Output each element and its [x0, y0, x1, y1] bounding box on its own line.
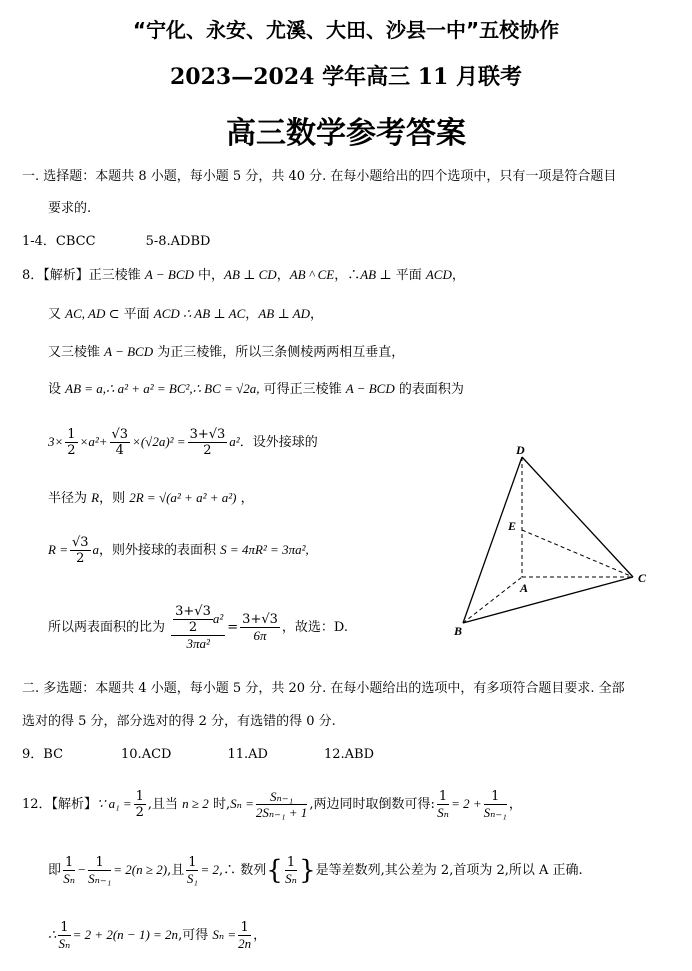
math: R: [91, 490, 100, 505]
fraction: $\frac{3+√3}{6\pi}$: [242, 612, 278, 643]
q12-line-2: [48, 850, 583, 891]
text: 平面: [119, 307, 154, 322]
answer-9: 9．BC: [22, 747, 64, 762]
math: AB ⊥ AD: [258, 306, 311, 321]
text: ，: [276, 268, 290, 283]
fraction: $\frac{1}{\text{Sₙ₋₁}}$: [88, 855, 112, 886]
math: ×(√2a)² =: [132, 434, 186, 449]
text: 即: [48, 863, 62, 878]
fraction: $\frac{√3}{4}$: [111, 427, 129, 458]
text: =: [227, 620, 239, 635]
text: ,且当: [147, 797, 183, 812]
section1-intro-2: 要求的.: [48, 201, 92, 216]
school-line: “宁化、永安、尤溪、大田、沙县一中”五校协作: [132, 18, 560, 42]
math: ∴: [48, 927, 57, 942]
fraction: $\frac{3+√3}{2}$ a² 3πa²: [171, 604, 225, 651]
fraction: $\frac{\text{Sₙ₋₁}}{\text{2Sₙ₋₁ + 1}}$: [255, 789, 308, 820]
edge-dc: [522, 457, 633, 577]
math: = 2 + 2(n − 1) = 2n: [72, 927, 179, 942]
math: n ≥ 2: [182, 796, 209, 811]
text: ,两边同时取倒数可得:: [309, 797, 435, 812]
text: ，: [253, 928, 267, 943]
math: A − BCD: [104, 344, 154, 359]
q8-line-1: [22, 266, 465, 285]
label-b: B: [454, 624, 463, 638]
choice-answers: [22, 233, 210, 251]
math: = 2 +: [451, 796, 482, 811]
math: a²: [229, 434, 240, 449]
page-title: 高三数学参考答案: [226, 116, 466, 151]
segment-ec-dashed: [522, 530, 633, 577]
text: ，故选：D.: [281, 620, 348, 635]
q8-line-6: [48, 489, 254, 508]
answer-11: 11.AD: [227, 747, 268, 762]
fraction: $\frac{1}{2}$: [135, 789, 144, 820]
text: ，: [451, 268, 465, 283]
math: ACD ∴ AB ⊥ AC: [153, 306, 246, 321]
q8-line-7: [48, 530, 309, 571]
text: 为正三棱锥，所以三条侧棱两两相互垂直，: [153, 345, 405, 360]
text: 半径为: [48, 491, 92, 506]
left-brace: {: [266, 855, 283, 886]
math: a: [92, 542, 100, 557]
edge-bc: [463, 577, 633, 623]
math: Sₙ =: [230, 796, 254, 811]
math: 3×: [48, 434, 64, 449]
right-brace: }: [299, 855, 316, 886]
text: ，: [236, 491, 254, 506]
q12-line-3: [48, 915, 266, 956]
math: ACD: [425, 267, 452, 282]
math: S = 4πR² = 3πa²,: [220, 542, 309, 557]
math: −: [77, 862, 87, 877]
section1-intro-1: 一. 选择题：本题共 8 小题，每小题 5 分，共 40 分. 在每小题给出的四个选项中，只有一项是符合题目: [22, 169, 617, 184]
fraction: $\frac{1}{\text{S₁}}$: [186, 855, 198, 886]
label-c: C: [638, 571, 647, 585]
answers-5-8: 5-8.ADBD: [145, 234, 211, 249]
answers-1-4: 1-4．CBCC: [22, 234, 96, 249]
fraction: $\frac{1}{2}$: [67, 427, 76, 458]
text: ．设外接球的: [239, 435, 318, 450]
label-a: A: [520, 581, 529, 595]
text: ，∴: [334, 268, 361, 283]
q12-label: 12．【解析】: [22, 797, 98, 812]
text: 设: [48, 382, 66, 397]
math: AB = a,∴ a² + a² = BC²,∴ BC = √2a,: [65, 381, 260, 396]
q12-line-1: [22, 784, 522, 825]
text: 又: [48, 307, 66, 322]
math: R =: [48, 542, 68, 557]
q8-label: 8．【解析】正三棱锥: [22, 268, 145, 283]
fraction: $\frac{1}{\text{Sₙ₋₁}}$: [483, 789, 507, 820]
answer-10: 10.ACD: [121, 747, 172, 762]
math: AB ⊥ CD: [224, 267, 277, 282]
text: ,可得: [178, 928, 213, 943]
text: 平面: [391, 268, 426, 283]
label-d: D: [516, 443, 525, 457]
math: Sₙ =: [212, 927, 237, 942]
fraction: $\frac{1}{\text{Sₙ}}$: [63, 855, 76, 886]
exam-line: 2023—2024 学年高三 11 月联考: [169, 64, 523, 90]
fraction: $\frac{3+√3}{2}$: [189, 427, 226, 458]
math: AB ^ CE: [289, 267, 335, 282]
text: 时,: [208, 797, 231, 812]
math: = 2: [200, 862, 220, 877]
math: AB ⊥: [360, 267, 392, 282]
math: A − BCD: [144, 267, 194, 282]
q8-surface-area-formula: [48, 422, 318, 463]
q8-line-3: [48, 343, 404, 362]
text: ,∴ 数列: [219, 863, 267, 878]
fraction: $\frac{1}{\text{Sₙ}}$: [285, 855, 297, 886]
text: ，: [310, 307, 324, 322]
text: ，: [508, 797, 522, 812]
text: 所以两表面积的比为: [48, 620, 170, 635]
label-e: E: [508, 519, 517, 533]
text: ，则: [99, 491, 130, 506]
fraction: $\frac{1}{\text{Sₙ}}$: [437, 789, 449, 820]
text: 是等差数列,其公差为 2,首项为 2,所以 A 正确.: [315, 863, 583, 878]
math: = 2(n ≥ 2): [113, 862, 168, 877]
math: ×a²+: [79, 434, 108, 449]
q8-line-2: [48, 305, 323, 324]
text: ，则外接球的表面积: [99, 543, 221, 558]
fraction: $\frac{√3}{2}$: [71, 535, 89, 566]
tetrahedron-figure: [450, 440, 660, 640]
edge-db: [463, 457, 522, 623]
math: AC, AD ⊂: [65, 306, 120, 321]
math: 2R = √(a² + a² + a²): [129, 490, 237, 505]
text: 可得正三棱锥: [259, 382, 346, 397]
section2-intro-2: 选对的得 5 分，部分选对的得 2 分，有选错的得 0 分.: [22, 714, 336, 729]
multi-answers: [22, 746, 374, 764]
q8-ratio: [48, 598, 348, 658]
q8-line-4: [48, 380, 464, 399]
answer-12: 12.ABD: [323, 747, 374, 762]
math: A − BCD: [345, 381, 395, 396]
text: ，: [245, 307, 259, 322]
text: 又三棱锥: [48, 345, 105, 360]
text: 的表面积为: [394, 382, 464, 397]
section2-intro-1: 二. 多选题：本题共 4 小题，每小题 5 分，共 20 分. 在每小题给出的选项中，有多项符合题目要求. 全部: [22, 681, 625, 696]
text: 中，: [193, 268, 225, 283]
math: ∵ a₁ =: [97, 796, 132, 811]
fraction: $\frac{1}{\text{Sₙ}}$: [58, 920, 71, 951]
fraction: $\frac{1}{2n}$: [238, 920, 252, 951]
text: ,且: [167, 863, 185, 878]
